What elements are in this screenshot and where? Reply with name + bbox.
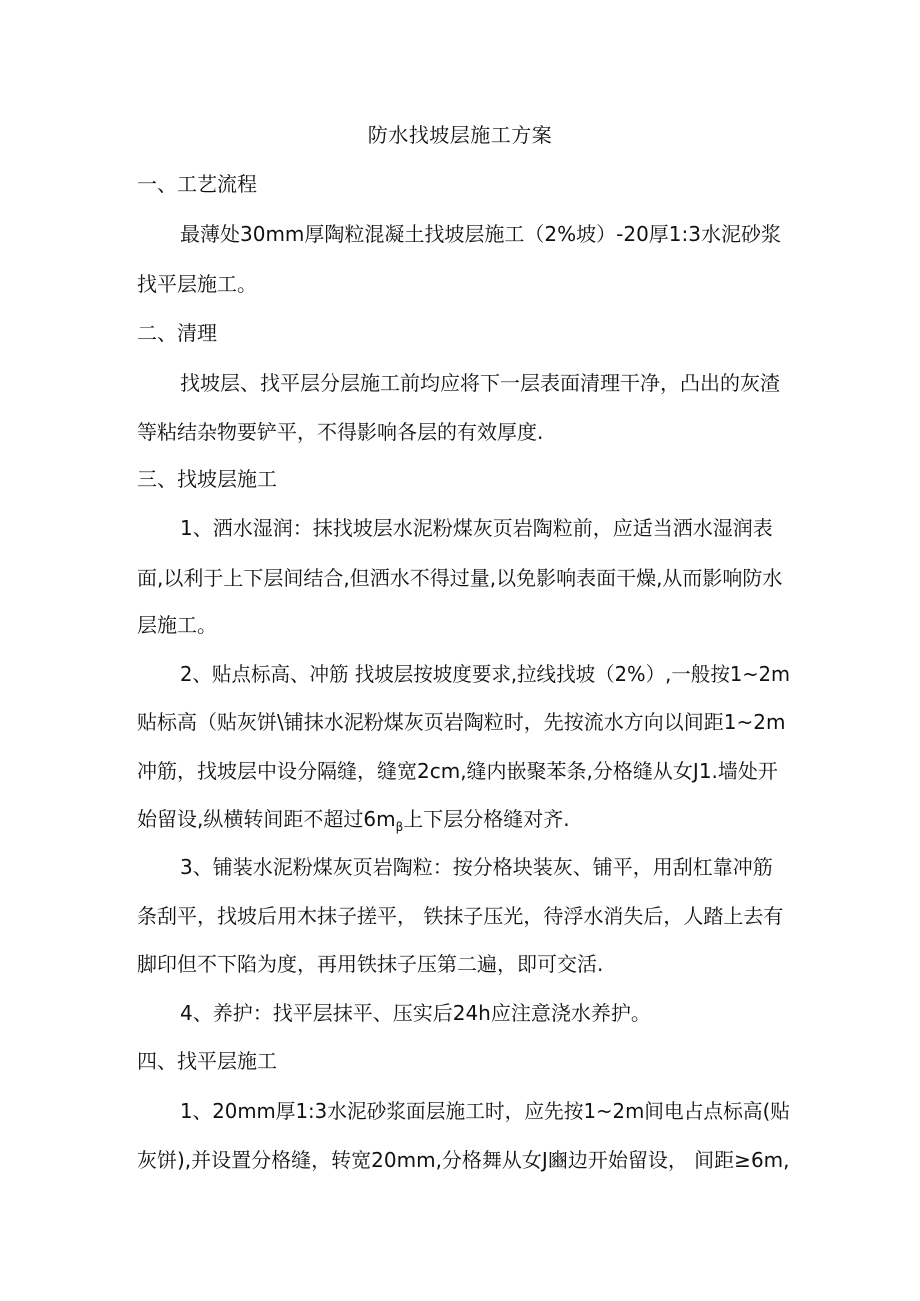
section-heading-slope-layer: 三、找坡层施工	[137, 467, 277, 491]
document-title: 防水找坡层施工方案	[367, 123, 553, 147]
section-heading-leveling-layer: 四、找平层施工	[137, 1049, 277, 1073]
paragraph-line: 脚印但不下陷为度，再用铁抹子压第二遍，即可交活.	[137, 952, 604, 976]
subscript-text: β	[395, 820, 404, 834]
paragraph-line: 灰饼),并设置分格缝，转宽20mm,分格舞从女J豳边开始留设， 间距≥6m,	[137, 1148, 790, 1172]
paragraph-line: 2、贴点标高、冲筋 找坡层按坡度要求,拉线找坡（2%）,一般按1~2m	[180, 662, 791, 686]
paragraph-line: 4、养护：找平层抹平、压实后24h应注意浇水养护。	[180, 1001, 651, 1025]
text-run: 始留设,纵横转间距不超过6m	[137, 807, 396, 831]
paragraph-line: 贴标高（贴灰饼\铺抹水泥粉煤灰页岩陶粒时，先按流水方向以间距1~2m	[137, 710, 786, 734]
paragraph-line: 最薄处30mm厚陶粒混凝土找坡层施工（2%坡）-20厚1:3水泥砂浆	[180, 222, 781, 246]
paragraph-line: 1、洒水湿润：抹找坡层水泥粉煤灰页岩陶粒前，应适当洒水湿润表	[180, 516, 773, 540]
paragraph-line: 等粘结杂物要铲平，不得影响各层的有效厚度.	[137, 420, 544, 444]
paragraph-line: 3、铺装水泥粉煤灰页岩陶粒：按分格块装灰、铺平，用刮杠靠冲筋	[180, 855, 773, 879]
paragraph-line: 层施工。	[137, 613, 217, 637]
paragraph-line: 条刮平，找坡后用木抹子搓平， 铁抹子压光，待浮水消失后，人踏上去有	[137, 904, 784, 928]
paragraph-line: 找平层施工。	[137, 272, 257, 296]
paragraph-line: 1、20mm厚1:3水泥砂浆面层施工时，应先按1~2m间电占点标高(贴	[180, 1099, 790, 1123]
section-heading-cleaning: 二、清理	[137, 321, 217, 345]
paragraph-line	[137, 805, 570, 833]
paragraph-line: 找坡层、找平层分层施工前均应将下一层表面清理干净，凸出的灰渣	[180, 371, 780, 395]
text-run: 上下层分格缝对齐.	[403, 807, 570, 831]
paragraph-line: 冲筋，找坡层中设分隔缝，缝宽2cm,缝内嵌聚苯条,分格缝从女J1.墙处开	[137, 759, 778, 783]
section-heading-process: 一、工艺流程	[137, 172, 257, 196]
paragraph-line: 面,以利于上下层间结合,但洒水不得过量,以免影响表面干燥,从而影响防水	[137, 566, 783, 590]
